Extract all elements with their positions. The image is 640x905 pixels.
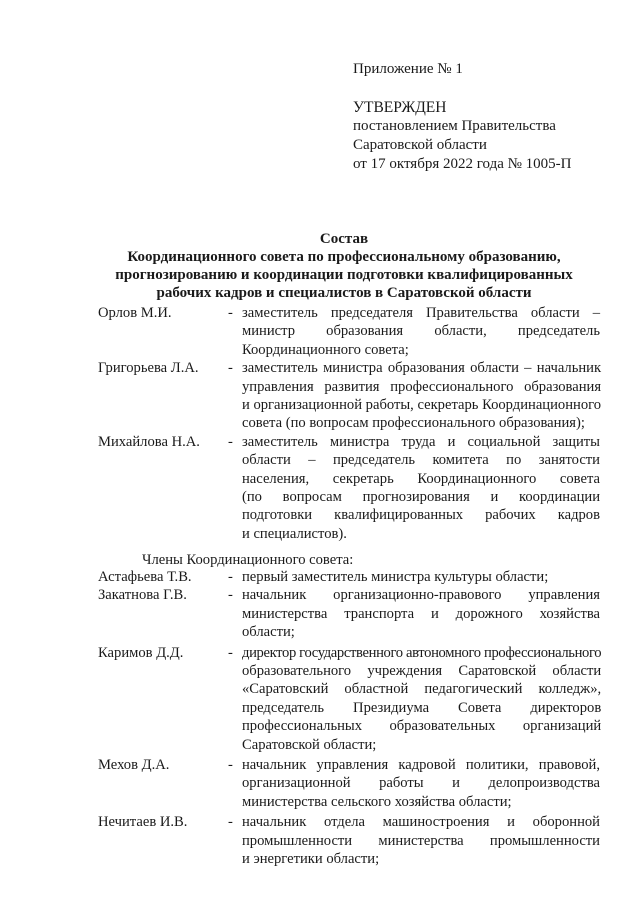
member-description — [242, 756, 600, 811]
description-line: (по вопросам прогнозирования и координации — [242, 489, 600, 506]
member-dash: - — [228, 433, 233, 450]
member-row — [98, 359, 600, 433]
member-name: Мехов Д.А. — [98, 757, 170, 774]
member-row — [98, 813, 600, 868]
member-name: Орлов М.И. — [98, 305, 172, 321]
approved-label: УТВЕРЖДЕН — [353, 99, 447, 116]
description-line: и организационной работы, секретарь Координационного — [242, 397, 602, 414]
description-line: и специалистов). — [242, 525, 347, 542]
description-line: председатель Президиума Совета директоров — [242, 699, 602, 716]
member-name: Закатнова Г.В. — [98, 587, 187, 604]
title-line: прогнозированию и координации подготовки квалифицированных — [115, 267, 573, 283]
description-line: области; — [242, 624, 295, 641]
approval-block — [353, 60, 572, 174]
member-dash: - — [228, 644, 233, 661]
member-row — [98, 433, 600, 543]
member-dash: - — [228, 305, 233, 321]
member-row — [98, 644, 600, 754]
description-line: совета (по вопросам профессионального образования); — [242, 415, 585, 432]
title-line: Координационного совета по профессиональному образованию, — [127, 249, 561, 265]
document-title — [96, 230, 592, 302]
member-description — [242, 433, 600, 543]
members-heading: Члены Координационного совета: — [142, 552, 354, 568]
description-line: Координационного совета; — [242, 341, 409, 358]
member-dash: - — [228, 360, 233, 377]
description-line: управления развития профессионального образования — [242, 378, 602, 395]
member-description — [242, 359, 601, 433]
member-dash: - — [228, 587, 233, 604]
member-name: Михайлова Н.А. — [98, 433, 200, 450]
description-line: первый заместитель министра культуры области; — [242, 569, 549, 585]
description-line: начальник управления кадровой политики, правовой, — [242, 757, 600, 774]
title-heading: Состав — [319, 231, 369, 247]
member-row — [98, 586, 600, 641]
description-line: заместитель министра труда и социальной защиты — [242, 433, 600, 450]
member-name: Астафьева Т.В. — [98, 569, 192, 585]
member-dash: - — [228, 814, 233, 831]
member-dash: - — [228, 569, 233, 585]
leadership-list — [98, 304, 600, 543]
description-line: населения, секретарь Координационного совета — [242, 470, 600, 487]
description-line: начальник отдела машиностроения и оборонной — [242, 814, 600, 831]
member-row — [98, 756, 600, 811]
member-description — [242, 644, 601, 754]
member-name: Нечитаев И.В. — [98, 814, 188, 831]
member-description — [242, 568, 600, 586]
description-line: начальник организационно-правового управления — [242, 587, 600, 604]
member-dash: - — [228, 757, 233, 774]
member-name: Григорьева Л.А. — [98, 360, 199, 377]
description-line: министерства сельского хозяйства области; — [242, 793, 512, 810]
appendix-label: Приложение № 1 — [353, 61, 463, 77]
description-line: министерства транспорта и дорожного хозяйства — [242, 605, 600, 622]
description-line: заместитель министра образования области – начальник — [242, 360, 602, 377]
approval-line: Саратовской области — [353, 137, 487, 153]
member-description — [242, 586, 600, 641]
description-line: министр образования области, председатель — [242, 323, 600, 340]
member-row — [98, 304, 600, 359]
description-line: промышленности министерства промышленности — [242, 832, 600, 849]
description-line: профессиональных образовательных организаций — [242, 718, 602, 735]
member-description — [242, 813, 600, 868]
member-description — [242, 304, 600, 359]
member-name: Каримов Д.Д. — [98, 644, 184, 661]
description-line: подготовки квалифицированных рабочих кадров — [242, 507, 600, 524]
title-line: рабочих кадров и специалистов в Саратовской области — [156, 285, 532, 301]
description-line: области – председатель комитета по занятости — [242, 452, 600, 469]
member-row — [98, 568, 600, 586]
members-list — [98, 568, 600, 869]
description-line: «Саратовский областной педагогический колледж», — [242, 681, 602, 698]
description-line: заместитель председателя Правительства области – — [242, 305, 600, 321]
description-line: директор государственного автономного профессионального — [242, 644, 602, 661]
description-line: организационной работы и делопроизводства — [242, 775, 600, 792]
approval-line: постановлением Правительства — [353, 118, 556, 134]
description-line: Саратовской области; — [242, 736, 377, 753]
description-line: образовательного учреждения Саратовской области — [242, 663, 602, 680]
description-line: и энергетики области; — [242, 851, 380, 868]
approval-line: от 17 октября 2022 года № 1005-П — [353, 156, 572, 172]
